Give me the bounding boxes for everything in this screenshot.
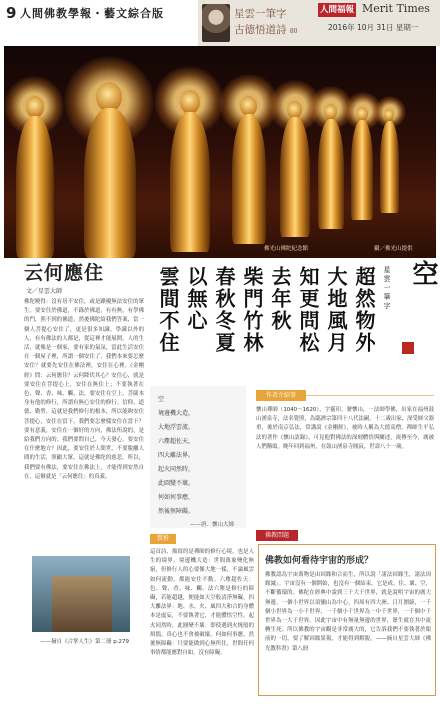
calligraphy-column: 雲間不住 [156,266,180,354]
calligraphy-column: 春秋冬夏 [212,266,236,354]
author-intro-tag: 作者介紹事 [256,390,306,401]
calligraphy-signature: 星雲一筆字 [383,266,391,311]
poem-line: 六塵超佐天， [158,438,195,445]
divider [306,395,434,396]
appreciation-tag: 賞析 [150,534,176,544]
calligraphy-title: 空 [408,260,438,288]
calligraphy-column: 柴門竹林 [240,266,264,354]
poem-line: 空 [158,396,165,403]
poem-source: ——唐．懷山大師 [190,522,235,528]
dharma-question-tag: 佛教問題 [256,530,298,541]
poem-line: 起火同然時， [158,466,195,473]
article-title: 云何應住 [24,262,105,284]
dharma-answer-text: 佛教認為宇宙萬物是由因緣和合而生，所以說「諸法因緣生，諸法因緣滅」。宇宙沒有一個開始，也沒有一個結束，它是成、住、壞、空，不斷循環的。佛陀在經典中說到三千大千世界，就是說明宇宙的廣大無邊。一個小世界以須彌山為中心，四周有四大洲、日月圍繞，一千個小世界為一小千世界，一千個小千世界為一中千世界，一千個中千世界為一大千世界。因此宇宙中有無量無邊的世界，眾生就在其中流轉生死。所以佛教的宇宙觀是非常廣大的，它告訴我們不要執著於眼前的一切，要了解因緣果報，才能得到解脫。——摘自星雲大師《佛光教科書》第八冊 [265,572,431,652]
column-number: 80 [289,28,298,35]
poem-line: 此圓變不壞。 [158,480,195,487]
logo-text: 人間福報 [319,5,354,15]
article-body: 佛陀曉得：沒有居不安住，或是躁擾無法安住的眾生。要安住於佛道，不錄於佛道，有有無，有學佛的門，照不到的佛道。然後佛陀給我們答案，當一個人菩提心安住了，更是很多知識、學識以外的人，有有佛法的人都是，從這裡才能展開。人的生活，就像是一個家，要有家的氣氛，當此生活安住在一個屋子裡，所謂一個安住了，我們本來要怎麼安住？就要先安住在佛法裡，安住在心裡。《金剛經》問：云何應住？云何降伏其心？安住心，就是要安住在菩提心上，安住在無住上；不要執著在色、聲、香、味、觸、法，要安住在空上。菩薩本身有他的修行，所謂有無心安住的修行。信仰、道德、勤勞，這就是我們修行的根本，所以能夠安住菩提心，安住在當下。我們要怎麼樣安住在當下？要有意義，安住在一個好的方向，佛法所說的，是給我們方向的。我們要問自己，今天發心，要安住在什麼地方？因此，要安住於人間世，不要脫離人間的生活，照顧大眾，這就是佛陀的慈悲。所以，我們要有佛法，要安住在佛法上，才能得到安然自在，這個就是「云何應住」的真義。 [24,299,144,480]
article-image-caption: ——摘自《合掌人生》第二冊 p.279 [40,639,129,645]
newspaper-logo [318,3,356,17]
dharma-question-box [258,544,436,696]
page-header [0,0,440,52]
poem-box [150,386,246,528]
calligraphy-column: 知更問松 [296,266,320,354]
calligraphy-column: 超然物外 [352,266,376,354]
brand-name: Merit Times [362,2,430,15]
calligraphy-artwork [150,258,438,380]
calligraphy-column: 大地風月 [324,266,348,354]
column-subtitle [234,22,297,37]
dharma-question-title: 佛教如何看待宇宙的形成？ [265,556,374,566]
bell-tower-image [32,556,130,632]
calligraphy-column: 以無心 [184,266,208,332]
buddha-statues-photo [4,46,436,258]
appreciation-text: 這首詩，描寫的是禪師的修行心境，也是人生的境界。境邊機大造：世間萬象變化無窮，但修行人的心要像大地一樣，不論風雲如何流動，都能安住不動。六塵超佐天：色、聲、香、味、觸、法六塵是修行的障礙，若能超越，便能如天空般清淨無礙。四大離法界：地、水、火、風四大和合的身體本是虛妄，不要執著它，才能體悟空性。起火同然時，此圓變不壞：即使遇到火燒般的煩惱，真心也不會被破壞。何如何事應，然後無障礙：只要能做到心無所住，世間任何事情都能應對自如，沒有障礙。 [150,549,254,657]
author-intro-text: 懷山禪師（1040～1620），字靈印，號懷山，一法師學佛，出家在福州鼓山湧泉寺，法名覺照，為臨濟宗第四十八代法嗣。十二歲出家，深受師父器重，後於南京弘法，常講說《金剛經》，被時人稱為大德高僧。禪師生平弘法的著作《懷山語錄》，可見他對佛法的深刻體悟與闡述，流傳至今，廣被人們稱頌。晚年回到福州，在鼓山湧泉寺圓寂，世壽八十一歲。 [256,407,434,450]
column-banner [198,0,440,46]
column-subtitle-text: 古德悟道詩 [234,24,287,36]
photo-caption: 佛光山佛陀紀念館 攝／佛光山提供 [264,246,413,252]
calligraphy-column: 去年秋 [268,266,292,332]
poem-line: 何如何事應， [158,494,195,501]
article-author: 文／星雲大師 [26,288,63,295]
page-number: 9 [6,4,17,22]
column-title: 星雲一筆字 [234,8,287,20]
red-seal-stamp [402,342,414,354]
poem-line: 境邊機大造， [158,410,195,417]
poem-line: 然後無障礙。 [158,508,195,515]
poem-line: 四大離法界。 [158,452,195,459]
issue-date: 2016年 10月 31日 星期一 [328,23,419,32]
poem-line: 大地浮雲流。 [158,424,195,431]
author-portrait [202,4,230,42]
section-title: 人間佛教學報・藝文綜合版 [20,7,164,20]
